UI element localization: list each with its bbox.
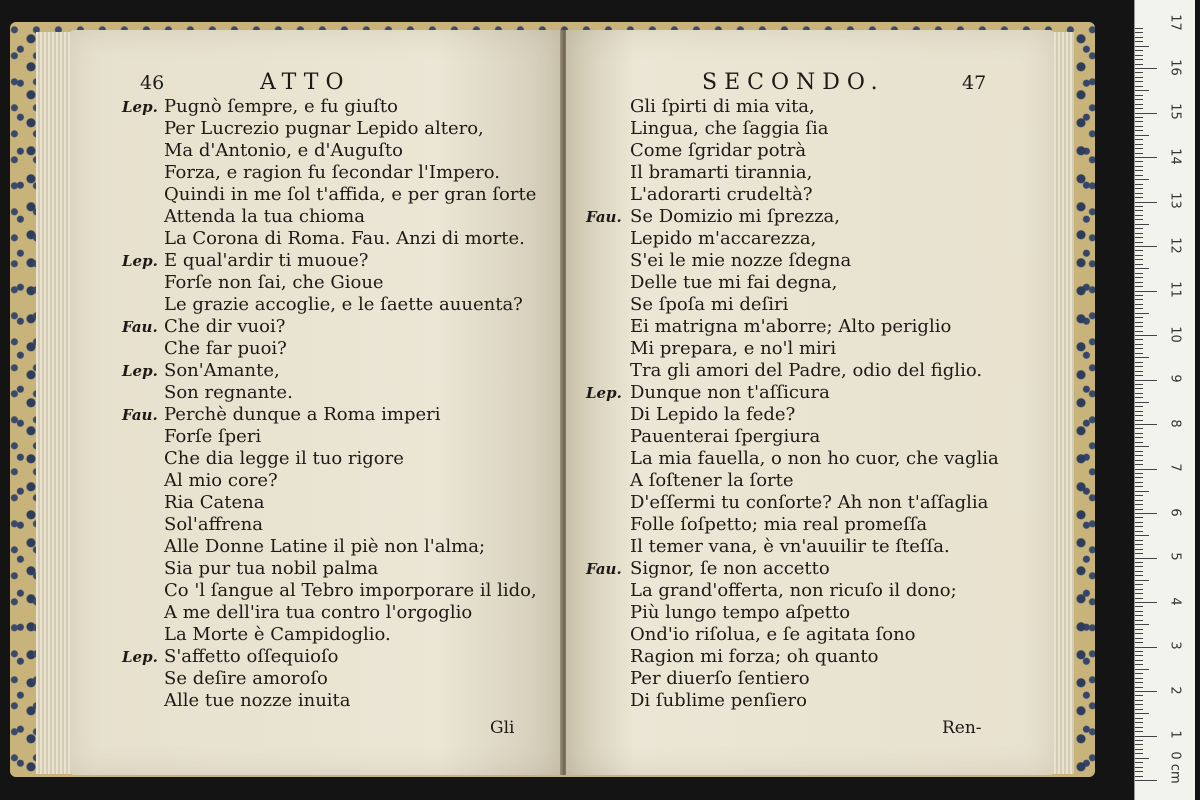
- ruler-tick: [1135, 727, 1143, 728]
- verse-line: Lingua, che ſaggia ſia: [630, 118, 829, 139]
- ruler-tick: [1135, 308, 1143, 309]
- verse-line: Delle tue mi fai degna,: [630, 272, 838, 293]
- ruler-tick: [1135, 184, 1143, 185]
- ruler-tick: [1135, 170, 1143, 171]
- ruler-number: 11: [1167, 281, 1183, 298]
- ruler-number: 8: [1167, 418, 1183, 428]
- speaker-label: Lep.: [122, 362, 158, 380]
- ruler-tick: [1135, 704, 1143, 705]
- ruler-number: 7: [1167, 463, 1183, 472]
- verse-line: La grand'offerta, non ricuſo il dono;: [630, 580, 957, 601]
- ruler-tick: [1135, 393, 1143, 394]
- ruler-tick: [1135, 495, 1143, 496]
- ruler-tick: [1135, 197, 1143, 198]
- ruler-tick: [1135, 464, 1143, 465]
- ruler-tick: [1135, 598, 1143, 599]
- ruler-tick: [1135, 584, 1143, 585]
- ruler-tick: [1135, 593, 1143, 594]
- ruler-tick: [1135, 206, 1143, 207]
- ruler-tick: [1135, 317, 1143, 318]
- ruler-tick: [1135, 55, 1143, 56]
- ruler-number: 17: [1167, 14, 1183, 31]
- verse-line: Ragion mi forza; oh quanto: [630, 646, 879, 667]
- ruler-tick: [1135, 215, 1143, 216]
- ruler-tick: [1135, 72, 1143, 73]
- speaker-label: Fau.: [122, 406, 158, 424]
- ruler-number: 3: [1167, 641, 1183, 650]
- ruler-tick: [1135, 242, 1143, 243]
- ruler-tick: [1135, 580, 1149, 581]
- ruler-tick: [1135, 353, 1143, 354]
- ruler-tick: [1135, 126, 1143, 127]
- ruler-tick: [1135, 606, 1143, 607]
- left-page-number: 46: [140, 72, 165, 94]
- verse-line: Alle Donne Latine il piè non l'alma;: [164, 536, 486, 557]
- verse-line: Il bramarti tirannia,: [630, 162, 813, 183]
- verse-line: D'eſſermi tu conſorte? Ah non t'aſſaglia: [630, 492, 989, 513]
- ruler-tick: [1135, 473, 1143, 474]
- ruler-tick: [1135, 486, 1143, 487]
- ruler-tick: [1135, 695, 1143, 696]
- ruler-tick: [1135, 451, 1143, 452]
- ruler-tick: [1135, 28, 1143, 29]
- verse-line: La Corona di Roma. Fau. Anzi di morte.: [164, 228, 525, 249]
- speaker-label: Lep.: [122, 648, 158, 666]
- ruler-tick: [1135, 108, 1143, 109]
- verse-line: Al mio core?: [164, 470, 278, 491]
- ruler-tick: [1135, 678, 1143, 679]
- ruler-tick: [1135, 41, 1143, 42]
- ruler-tick: [1135, 660, 1143, 661]
- ruler-tick: [1135, 504, 1143, 505]
- ruler-tick: [1135, 384, 1143, 385]
- ruler-tick: [1135, 153, 1143, 154]
- verse-line: Che far puoi?: [164, 338, 287, 359]
- ruler-number: 9: [1167, 374, 1183, 383]
- ruler-tick: [1135, 268, 1149, 269]
- ruler-tick: [1135, 624, 1149, 625]
- verse-line: Forſe non ſai, che Gioue: [164, 272, 384, 293]
- ruler-tick: [1135, 655, 1143, 656]
- ruler-tick: [1135, 406, 1143, 407]
- ruler-tick: [1135, 233, 1143, 234]
- ruler-tick: [1135, 562, 1143, 563]
- ruler-number: 2: [1167, 685, 1183, 695]
- ruler-tick: [1135, 46, 1149, 47]
- ruler-tick: [1135, 482, 1143, 483]
- ruler-tick: [1135, 575, 1143, 576]
- ruler-tick: [1135, 113, 1157, 114]
- ruler-tick: [1135, 700, 1143, 701]
- ruler-tick: [1135, 148, 1143, 149]
- ruler-tick: [1135, 228, 1143, 229]
- ruler-tick: [1135, 549, 1143, 550]
- ruler-tick: [1135, 331, 1143, 332]
- ruler-tick: [1135, 469, 1157, 470]
- ruler-tick: [1135, 157, 1157, 158]
- speaker-label: Lep.: [586, 384, 622, 402]
- ruler-tick: [1135, 291, 1157, 292]
- verse-line: Se deſire amoroſo: [164, 668, 328, 689]
- verse-line: Co 'l ſangue al Tebro imporporare il lido,: [164, 580, 537, 601]
- verse-line: A ſoſtener la ſorte: [630, 470, 794, 491]
- ruler-tick: [1135, 68, 1157, 69]
- ruler-tick: [1135, 651, 1143, 652]
- ruler-tick: [1135, 339, 1143, 340]
- ruler-tick: [1135, 286, 1143, 287]
- ruler-tick: [1135, 749, 1143, 750]
- ruler-tick: [1135, 95, 1143, 96]
- ruler-tick: [1135, 295, 1143, 296]
- verse-line: La Morte è Campidoglio.: [164, 624, 391, 645]
- verse-line: Gli ſpirti di mia vita,: [630, 96, 815, 117]
- verse-line: Le grazie accoglie, e le ſaette auuenta?: [164, 294, 523, 315]
- verse-line: Di Lepido la fede?: [630, 404, 796, 425]
- ruler-tick: [1135, 117, 1143, 118]
- ruler-tick: [1135, 673, 1143, 674]
- verse-line: Dunque non t'aſſicura: [630, 382, 830, 403]
- ruler-number: 12: [1167, 236, 1183, 254]
- verse-line: L'adorarti crudeltà?: [630, 184, 813, 205]
- ruler-tick: [1135, 491, 1149, 492]
- right-catchword: Ren-: [942, 718, 982, 738]
- ruler-tick: [1135, 522, 1143, 523]
- ruler-tick: [1135, 388, 1143, 389]
- ruler-tick: [1135, 424, 1157, 425]
- verse-line: Che dia legge il tuo rigore: [164, 448, 404, 469]
- ruler-tick: [1135, 682, 1143, 683]
- ruler-tick: [1135, 771, 1143, 772]
- ruler-tick: [1135, 32, 1143, 33]
- speaker-label: Fau.: [122, 318, 158, 336]
- verse-line: Forſe ſperi: [164, 426, 262, 447]
- ruler-tick: [1135, 762, 1143, 763]
- ruler-tick: [1135, 420, 1143, 421]
- right-page: [566, 30, 1054, 775]
- verse-line: Quindi in me ſol t'affida, e per gran ſorte: [164, 184, 537, 205]
- ruler-tick: [1135, 433, 1143, 434]
- ruler-tick: [1135, 179, 1149, 180]
- ruler-tick: [1135, 371, 1143, 372]
- verse-line: Alle tue nozze inuita: [164, 690, 351, 711]
- ruler-tick: [1135, 304, 1143, 305]
- verse-line: S'affetto oſſequioſo: [164, 646, 339, 667]
- ruler-tick: [1135, 629, 1143, 630]
- ruler-number: 4: [1167, 596, 1183, 606]
- verse-line: Forza, e ragion fu ſecondar l'Impero.: [164, 162, 501, 183]
- speaker-label: Lep.: [122, 252, 158, 270]
- ruler-tick: [1135, 509, 1143, 510]
- ruler-tick: [1135, 513, 1157, 514]
- verse-line: Ond'io riſolua, e ſe agitata ſono: [630, 624, 916, 645]
- verse-line: Mi prepara, e no'l miri: [630, 338, 837, 359]
- ruler-tick: [1135, 326, 1143, 327]
- ruler-tick: [1135, 59, 1143, 60]
- verse-line: Sol'affrena: [164, 514, 263, 535]
- verse-line: A me dell'ira tua contro l'orgoglio: [164, 602, 473, 623]
- ruler-tick: [1135, 202, 1157, 203]
- ruler-number: 10: [1167, 325, 1183, 343]
- ruler-tick: [1135, 210, 1143, 211]
- ruler-tick: [1135, 402, 1149, 403]
- ruler-tick: [1135, 81, 1143, 82]
- ruler-tick: [1135, 246, 1157, 247]
- verse-line: Ma d'Antonio, e d'Auguſto: [164, 140, 403, 161]
- speaker-label: Fau.: [586, 560, 622, 578]
- ruler-tick: [1135, 273, 1143, 274]
- ruler-tick: [1135, 335, 1157, 336]
- ruler-tick: [1135, 736, 1157, 737]
- ruler-tick: [1135, 166, 1143, 167]
- right-running-header: SECONDO.: [702, 70, 885, 95]
- speaker-label: Lep.: [122, 98, 158, 116]
- ruler-tick: [1135, 669, 1149, 670]
- verse-line: Che dir vuoi?: [164, 316, 286, 337]
- ruler-tick: [1135, 638, 1143, 639]
- ruler-tick: [1135, 397, 1143, 398]
- verse-line: Di ſublime penſiero: [630, 690, 807, 711]
- ruler-tick: [1135, 175, 1143, 176]
- ruler-unit-label: 0 cm: [1167, 751, 1183, 784]
- ruler-tick: [1135, 415, 1143, 416]
- ruler-tick: [1135, 219, 1143, 220]
- ruler-tick: [1135, 589, 1143, 590]
- ruler-tick: [1135, 647, 1157, 648]
- ruler-tick: [1135, 357, 1149, 358]
- ruler-tick: [1135, 540, 1143, 541]
- ruler-tick: [1135, 237, 1143, 238]
- ruler-tick: [1135, 322, 1143, 323]
- right-page-number: 47: [962, 72, 987, 94]
- verse-line: Ria Catena: [164, 492, 265, 513]
- ruler-tick: [1135, 455, 1143, 456]
- ruler-number: 5: [1167, 552, 1183, 561]
- ruler-tick: [1135, 277, 1143, 278]
- verse-line: Lepido m'accarezza,: [630, 228, 817, 249]
- ruler-number: 1: [1167, 730, 1183, 739]
- verse-line: Se ſpoſa mi deſiri: [630, 294, 789, 315]
- ruler-tick: [1135, 753, 1143, 754]
- verse-line: La mia fauella, o non ho cuor, che vaglia: [630, 448, 999, 469]
- verse-line: Tra gli amori del Padre, odio del figlio.: [630, 360, 983, 381]
- ruler-tick: [1135, 99, 1143, 100]
- verse-line: Perchè dunque a Roma imperi: [164, 404, 441, 425]
- verse-line: Per diuerſo ſentiero: [630, 668, 810, 689]
- ruler-tick: [1135, 344, 1143, 345]
- ruler-tick: [1135, 611, 1143, 612]
- ruler-tick: [1135, 722, 1143, 723]
- ruler-tick: [1135, 362, 1143, 363]
- ruler-number: 15: [1167, 103, 1183, 120]
- ruler-tick: [1135, 531, 1143, 532]
- verse-line: Folle ſoſpetto; mia real promeſſa: [630, 514, 928, 535]
- verse-line: E qual'ardir ti muoue?: [164, 250, 369, 271]
- ruler-tick: [1135, 718, 1143, 719]
- ruler-tick: [1135, 37, 1143, 38]
- ruler-tick: [1135, 264, 1143, 265]
- verse-line: Signor, ſe non accetto: [630, 558, 830, 579]
- verse-line: Ei matrigna m'aborre; Alto periglio: [630, 316, 952, 337]
- ruler-tick: [1135, 713, 1149, 714]
- ruler-number: 13: [1167, 192, 1183, 209]
- ruler-tick: [1135, 411, 1143, 412]
- ruler-tick: [1135, 193, 1143, 194]
- verse-line: Il temer vana, è vn'auuilir te ſteſſa.: [630, 536, 950, 557]
- ruler-tick: [1135, 558, 1157, 559]
- left-catchword: Gli: [490, 718, 515, 738]
- ruler-tick: [1135, 731, 1143, 732]
- ruler-tick: [1135, 780, 1157, 781]
- verse-line: Son'Amante,: [164, 360, 280, 381]
- ruler-tick: [1135, 299, 1143, 300]
- ruler-tick: [1135, 86, 1143, 87]
- ruler-tick: [1135, 104, 1143, 105]
- ruler-tick: [1135, 664, 1143, 665]
- ruler-tick: [1135, 642, 1143, 643]
- verse-line: Più lungo tempo aſpetto: [630, 602, 851, 623]
- ruler-tick: [1135, 544, 1143, 545]
- ruler-tick: [1135, 615, 1143, 616]
- measurement-ruler: [1134, 0, 1195, 800]
- ruler-tick: [1135, 477, 1143, 478]
- ruler-number: 14: [1167, 147, 1183, 165]
- ruler-tick: [1135, 348, 1143, 349]
- ruler-tick: [1135, 566, 1143, 567]
- ruler-tick: [1135, 517, 1143, 518]
- ruler-tick: [1135, 758, 1149, 759]
- verse-line: Pauenterai ſpergiura: [630, 426, 821, 447]
- ruler-tick: [1135, 130, 1143, 131]
- ruler-number: 16: [1167, 58, 1183, 76]
- ruler-tick: [1135, 767, 1143, 768]
- ruler-tick: [1135, 776, 1143, 777]
- ruler-tick: [1135, 282, 1143, 283]
- ruler-tick: [1135, 77, 1143, 78]
- verse-line: Se Domizio mi ſprezza,: [630, 206, 841, 227]
- ruler-tick: [1135, 255, 1143, 256]
- ruler-tick: [1135, 366, 1143, 367]
- ruler-tick: [1135, 139, 1143, 140]
- ruler-tick: [1135, 90, 1149, 91]
- ruler-number: 6: [1167, 507, 1183, 517]
- ruler-tick: [1135, 380, 1157, 381]
- ruler-tick: [1135, 709, 1143, 710]
- ruler-tick: [1135, 121, 1143, 122]
- verse-line: Pugnò ſempre, e fu giuſto: [164, 96, 398, 117]
- ruler-tick: [1135, 250, 1143, 251]
- verse-line: Sia pur tua nobil palma: [164, 558, 379, 579]
- ruler-tick: [1135, 691, 1157, 692]
- ruler-tick: [1135, 50, 1143, 51]
- ruler-tick: [1135, 224, 1149, 225]
- ruler-tick: [1135, 313, 1149, 314]
- ruler-tick: [1135, 437, 1143, 438]
- ruler-tick: [1135, 144, 1143, 145]
- ruler-tick: [1135, 740, 1143, 741]
- ruler-tick: [1135, 375, 1143, 376]
- ruler-tick: [1135, 744, 1143, 745]
- ruler-tick: [1135, 135, 1149, 136]
- ruler-tick: [1135, 460, 1143, 461]
- ruler-tick: [1135, 64, 1143, 65]
- ruler-tick: [1135, 602, 1157, 603]
- verse-line: Attenda la tua chioma: [164, 206, 365, 227]
- left-running-header: ATTO: [260, 70, 351, 95]
- ruler-tick: [1135, 442, 1143, 443]
- ruler-tick: [1135, 161, 1143, 162]
- ruler-tick: [1135, 500, 1143, 501]
- ruler-tick: [1135, 535, 1149, 536]
- verse-line: Son regnante.: [164, 382, 293, 403]
- ruler-tick: [1135, 571, 1143, 572]
- verse-line: S'ei le mie nozze ſdegna: [630, 250, 852, 271]
- left-page: [70, 30, 560, 775]
- verse-line: Come ſgridar potrà: [630, 140, 807, 161]
- verse-line: Per Lucrezio pugnar Lepido altero,: [164, 118, 484, 139]
- ruler-tick: [1135, 259, 1143, 260]
- ruler-tick: [1135, 633, 1143, 634]
- ruler-tick: [1135, 687, 1143, 688]
- ruler-tick: [1135, 526, 1143, 527]
- speaker-label: Fau.: [586, 208, 622, 226]
- ruler-tick: [1135, 188, 1143, 189]
- ruler-tick: [1135, 446, 1149, 447]
- ruler-tick: [1135, 620, 1143, 621]
- ruler-tick: [1135, 553, 1143, 554]
- ruler-tick: [1135, 428, 1143, 429]
